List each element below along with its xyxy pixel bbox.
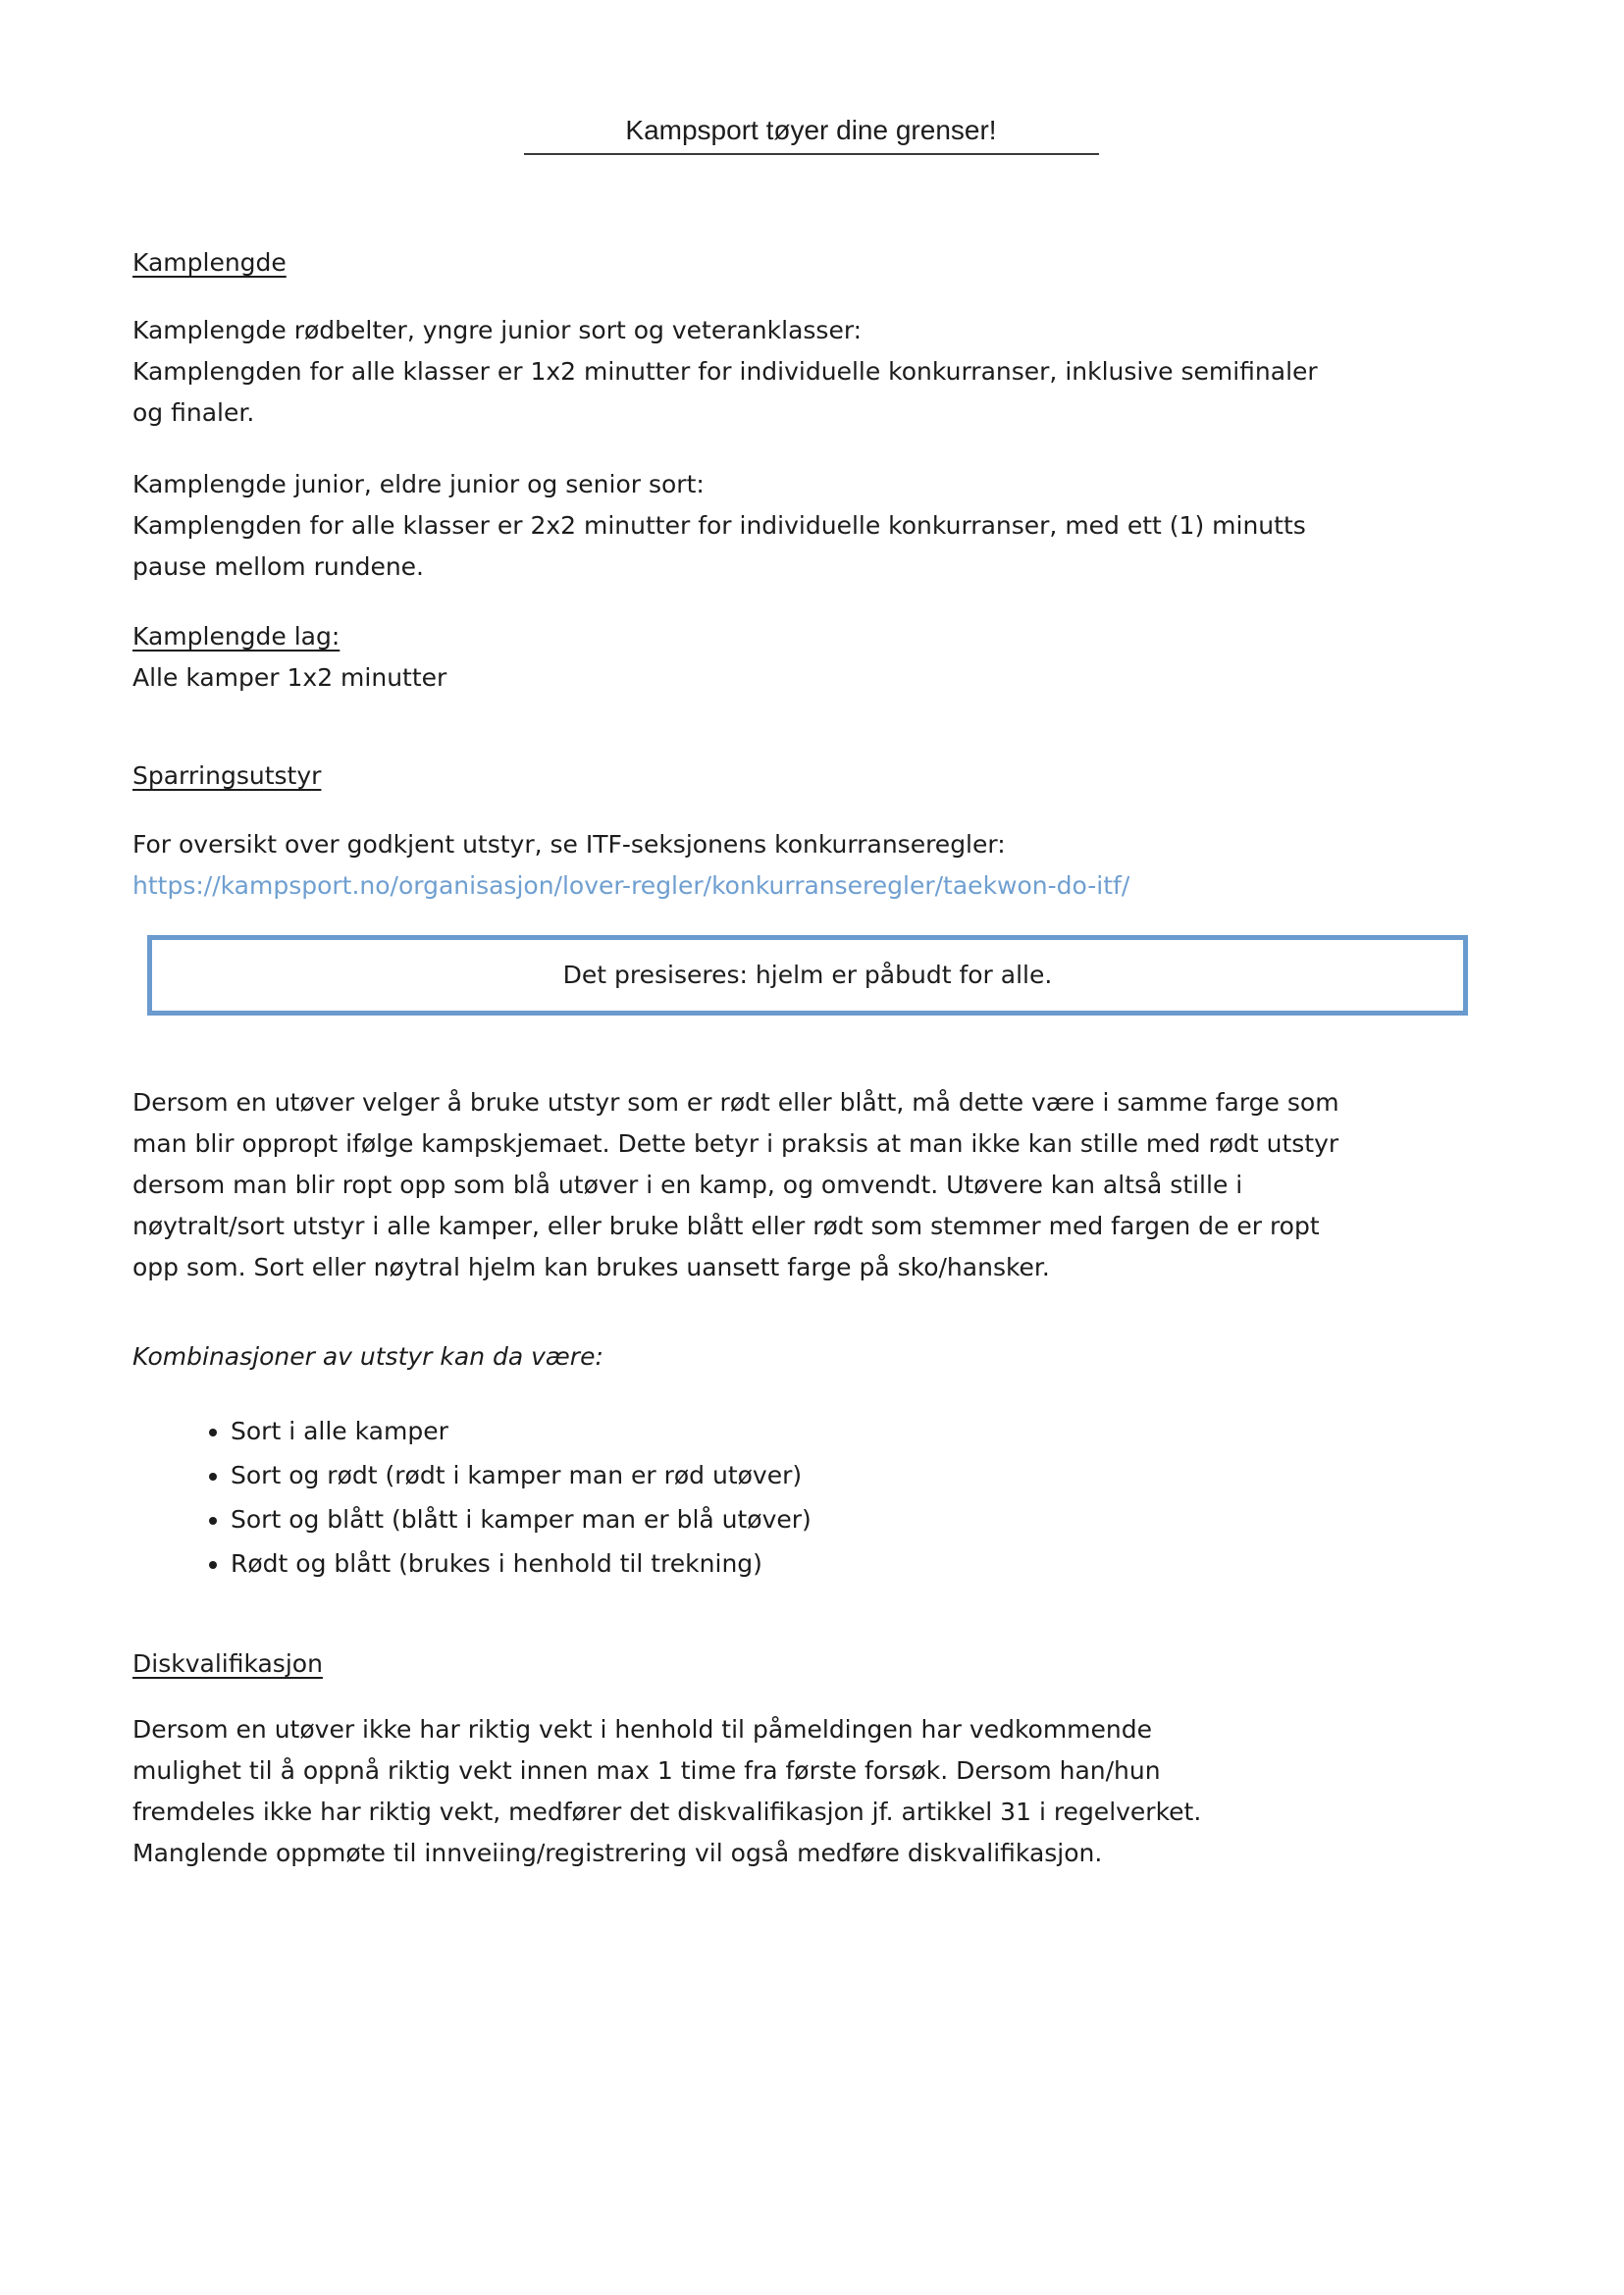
paragraph-kamplengde-rodbelter: [132, 310, 1487, 434]
list-item: • Rødt og blått (brukes i henhold til trekning): [231, 1543, 1487, 1585]
section-heading-kamplengde: Kamplengde: [132, 248, 287, 277]
text-line: Kamplengde junior, eldre junior og senior sort:: [132, 470, 705, 498]
konkurranseregler-link[interactable]: https://kampsport.no/organisasjon/lover-regler/konkurranseregler/taekwon-do-itf/: [132, 871, 1130, 900]
text-line: Dersom en utøver ikke har riktig vekt i henhold til påmeldingen har vedkommende: [132, 1715, 1153, 1744]
text-line: fremdeles ikke har riktig vekt, medfører det diskvalifikasjon jf. artikkel 31 i regelverket.: [132, 1798, 1202, 1826]
paragraph-kamplengde-lag: Alle kamper 1x2 minutter: [132, 663, 447, 692]
equipment-combinations-list: [132, 1411, 1487, 1585]
text-line: Dersom en utøver velger å bruke utstyr som er rødt eller blått, må dette være i samme farge som: [132, 1088, 1339, 1117]
text-line: Kamplengde rødbelter, yngre junior sort og veteranklasser:: [132, 316, 863, 344]
text-line: og finaler.: [132, 398, 255, 427]
notice-box: [147, 935, 1468, 1016]
document-body: [0, 242, 1624, 1874]
text-line: Kamplengden for alle klasser er 2x2 minutter for individuelle konkurranser, med ett (1) minutts: [132, 511, 1306, 540]
text-line: opp som. Sort eller nøytral hjelm kan brukes uansett farge på sko/hansker.: [132, 1253, 1050, 1281]
text-line: Manglende oppmøte til innveiing/registrering vil også medføre diskvalifikasjon.: [132, 1839, 1103, 1867]
paragraph-equipment-colors: [132, 1082, 1487, 1288]
list-item: • Sort og rødt (rødt i kamper man er rød utøver): [231, 1455, 1487, 1496]
list-item: • Sort i alle kamper: [231, 1411, 1487, 1452]
paragraph-utstyr-intro: [132, 824, 1487, 907]
header-title: Kampsport tøyer dine grenser!: [625, 115, 997, 145]
list-item: • Sort og blått (blått i kamper man er blå utøver): [231, 1499, 1487, 1540]
page-header: [524, 114, 1099, 155]
notice-text: Det presiseres: hjelm er påbudt for alle.: [562, 961, 1053, 989]
text-line: mulighet til å oppnå riktig vekt innen max 1 time fra første forsøk. Dersom han/hun: [132, 1756, 1161, 1785]
text-line: pause mellom rundene.: [132, 552, 424, 581]
paragraph-diskvalifikasjon: [132, 1709, 1487, 1874]
paragraph-kamplengde-junior: [132, 464, 1487, 588]
heading-kamplengde-lag: Kamplengde lag:: [132, 622, 341, 651]
text-line: Kamplengden for alle klasser er 1x2 minutter for individuelle konkurranser, inklusive semifinaler: [132, 357, 1318, 386]
section-heading-diskvalifikasjon: Diskvalifikasjon: [132, 1649, 323, 1678]
text-line: nøytralt/sort utstyr i alle kamper, eller bruke blått eller rødt som stemmer med fargen de er ropt: [132, 1212, 1320, 1240]
paragraph-combinations-lead: Kombinasjoner av utstyr kan da være:: [132, 1342, 603, 1371]
section-heading-sparringsutstyr: Sparringsutstyr: [132, 761, 322, 790]
text-line: man blir oppropt ifølge kampskjemaet. Dette betyr i praksis at man ikke kan stille med rødt utstyr: [132, 1129, 1339, 1158]
utstyr-intro-text: For oversikt over godkjent utstyr, se ITF-seksjonens konkurranseregler:: [132, 830, 1006, 859]
text-line: dersom man blir ropt opp som blå utøver i en kamp, og omvendt. Utøvere kan altså stille i: [132, 1171, 1243, 1199]
